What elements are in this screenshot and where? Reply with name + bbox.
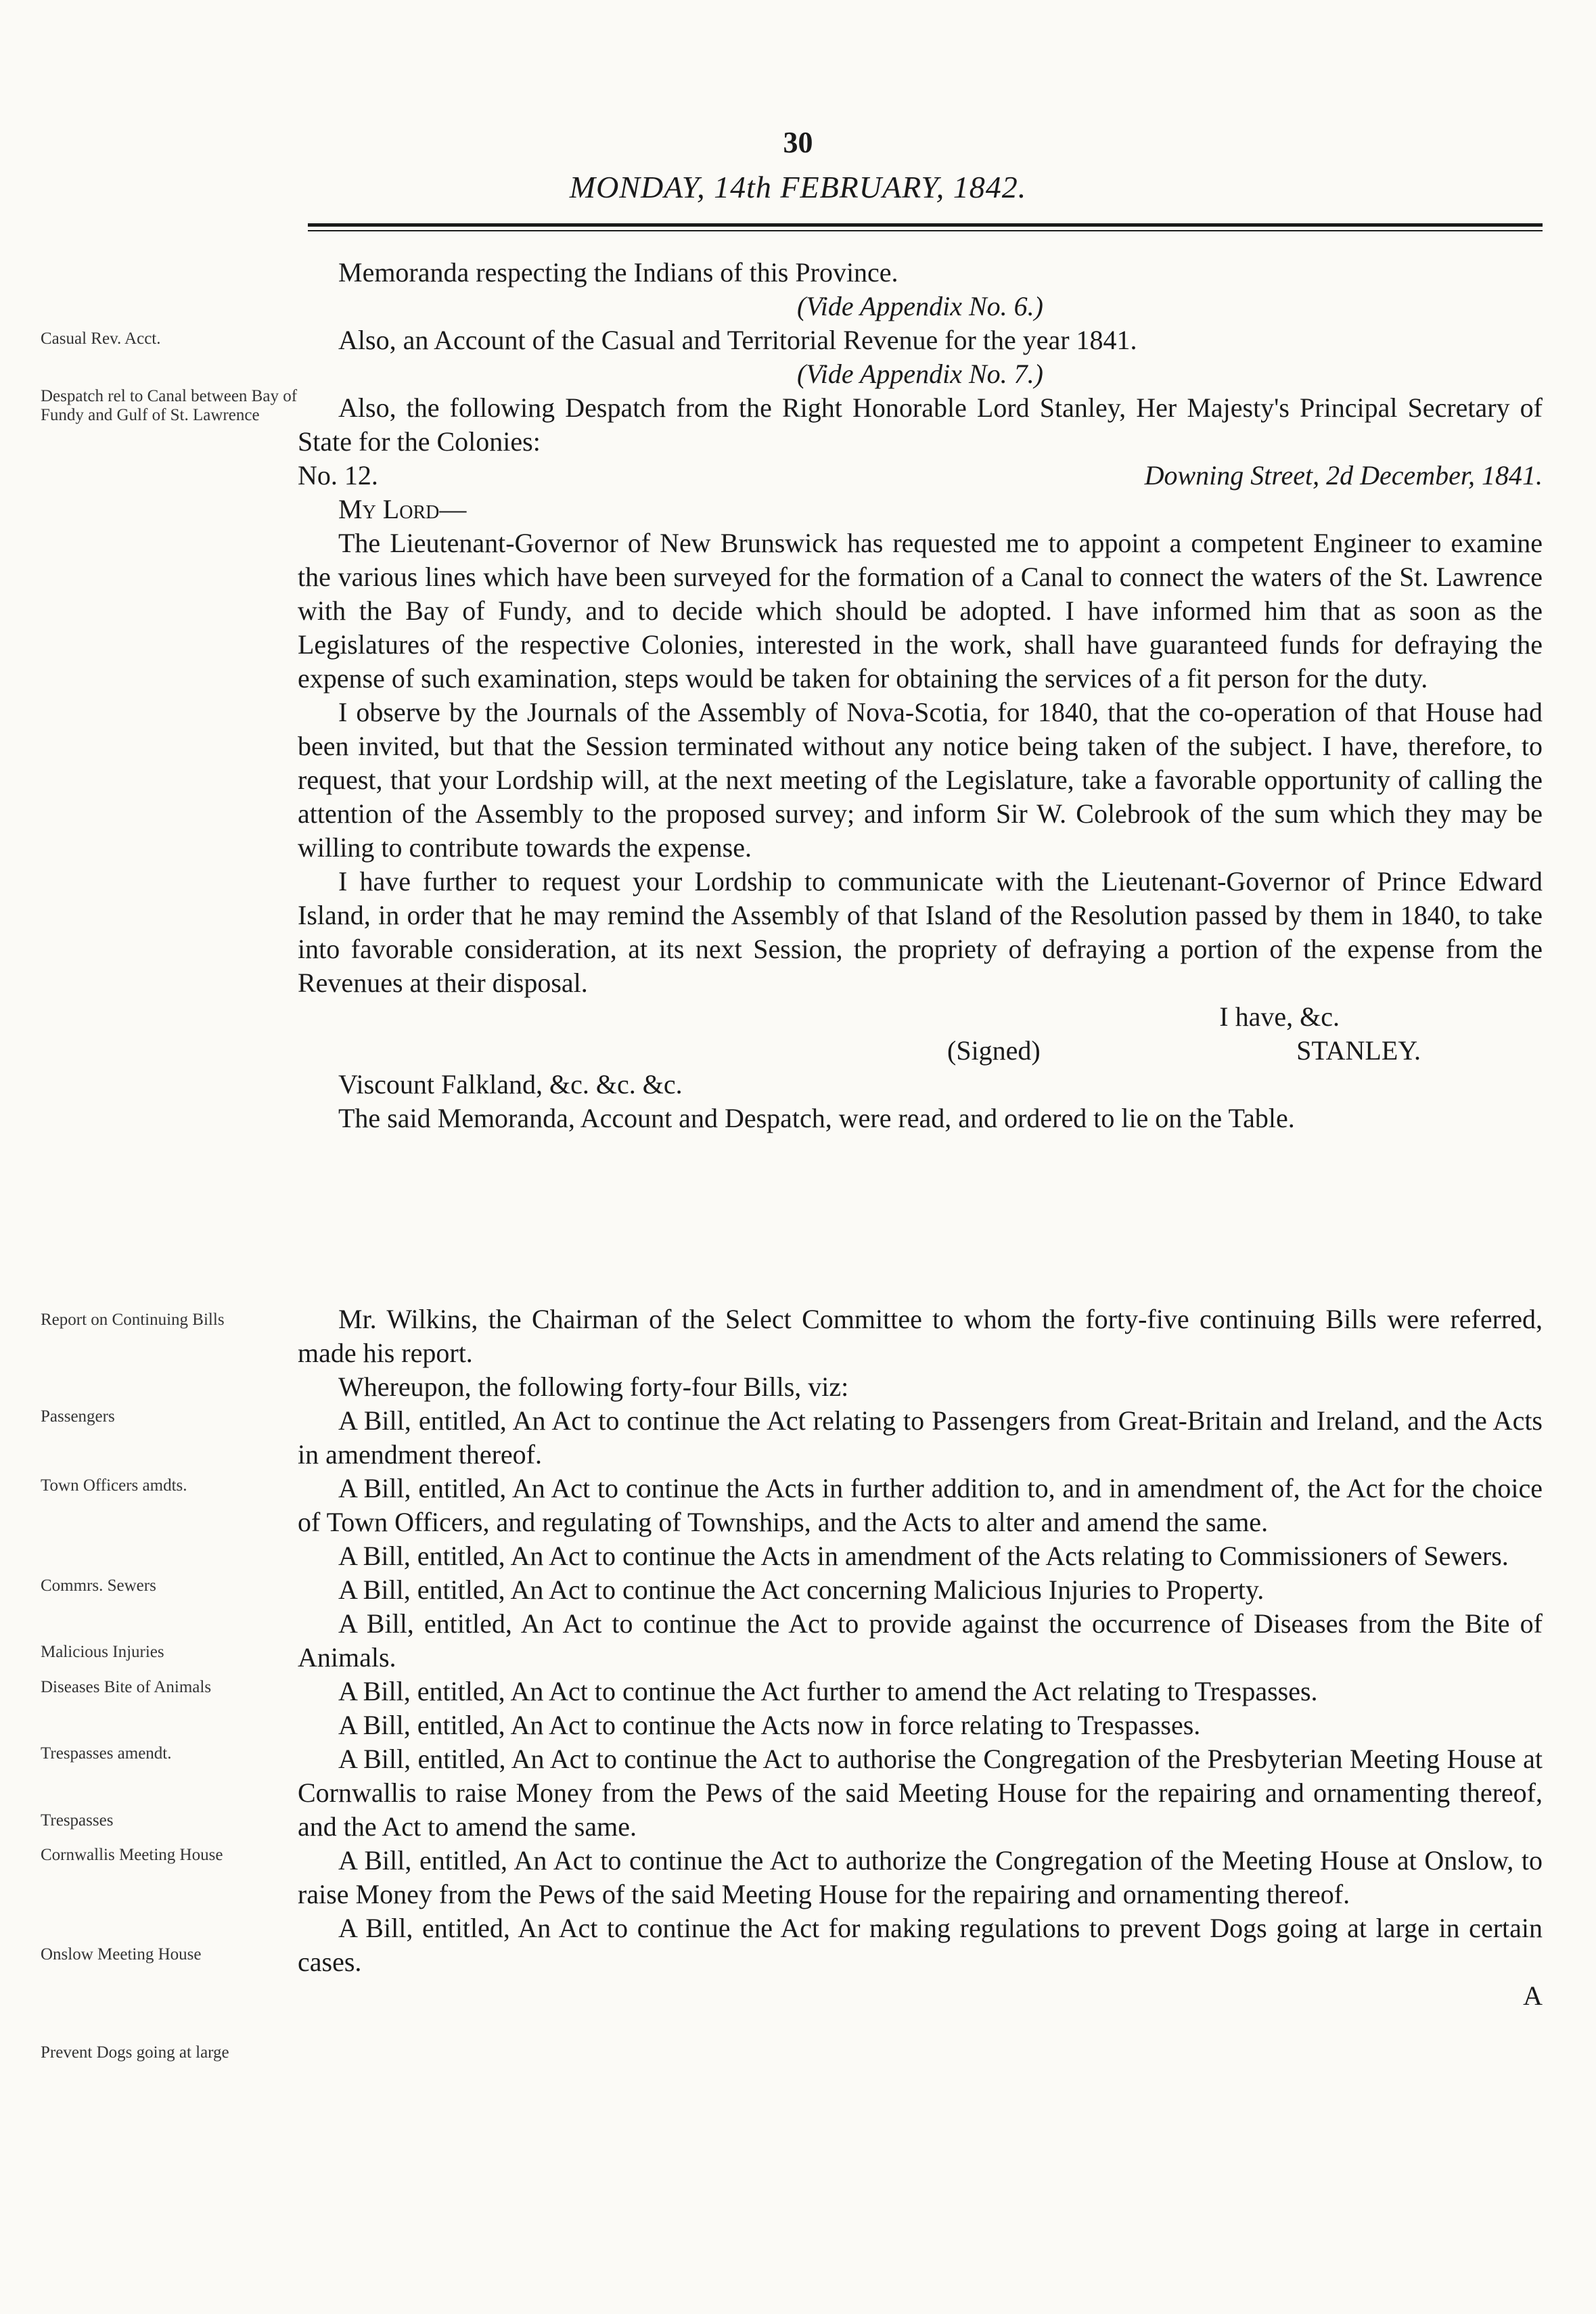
signature-row <box>298 1034 1543 1068</box>
bill-trespasses-amend: A Bill, entitled, An Act to continue the Act further to amend the Act relating to Trespasses. <box>338 1676 1318 1706</box>
vide-appendix-7: (Vide Appendix No. 7.) <box>797 359 1043 389</box>
despatch-paragraph-3: I have further to request your Lordship to communicate with the Lieutenant-Governor of Prince Edward Island, in order that he may remind the Assembly of that Island of the Resolution passed by them in 1840, to take into favorable consideration, at its next Session, the propriety of defraying a portion of the expense from the Revenues at their disposal. <box>298 866 1543 998</box>
closing-line: I have, &c. <box>1219 1001 1340 1032</box>
bill-cornwallis: A Bill, entitled, An Act to continue the Act to authorise the Congregation of the Presbyterian Meeting House at Cornwallis to raise Money from the Pews of the said Meeting House for the repairing and ornamenting thereof, and the Act to amend the same. <box>298 1744 1543 1842</box>
despatch-paragraph-1: The Lieutenant-Governor of New Brunswick has requested me to appoint a competent Engineer to examine the various lines which have been surveyed for the formation of a Canal to connect the waters of the St. Lawrence with the Bay of Fundy, and to decide which should be adopted. I have informed him that as soon as the Legislatures of the respective Colonies, interested in the work, shall have guaranteed funds for defraying the expense of such examination, steps would be taken for obtaining the services of a fit person for the duty. <box>298 528 1543 694</box>
margin-note-sewers: Commrs. Sewers <box>41 1576 156 1595</box>
bill-trespasses: A Bill, entitled, An Act to continue the Acts now in force relating to Trespasses. <box>338 1710 1201 1740</box>
margin-note-casual-revenue: Casual Rev. Acct. <box>41 330 161 348</box>
bill-sewers: A Bill, entitled, An Act to continue the Acts in amendment of the Acts relating to Commissioners of Sewers. <box>338 1541 1509 1571</box>
salutation: My Lord— <box>338 494 467 524</box>
despatch-number: No. 12. <box>298 460 378 491</box>
bill-town-officers: A Bill, entitled, An Act to continue the Acts in further addition to, and in amendment of, the Act for the choice of Town Officers, and regulating of Townships, and the Acts to alter and amend the same. <box>298 1473 1543 1537</box>
header-rule-thick <box>308 223 1543 227</box>
signer-name: STANLEY. <box>1296 1035 1421 1066</box>
wilkins-report: Mr. Wilkins, the Chairman of the Select Committee to whom the forty-five continuing Bills were referred, made his report. <box>298 1304 1543 1368</box>
margin-note-trespasses-amendt: Trespasses amendt. <box>41 1744 172 1763</box>
despatch-paragraph-2: I observe by the Journals of the Assembly of Nova-Scotia, for 1840, that the co-operation of that House had been invited, but that the Session terminated without any notice being taken of the subject. I have, therefore, to request, that your Lordship will, at the next meeting of the Legislature, take a favorable opportunity of calling the attention of the Assembly to the proposed survey; and inform Sir W. Colebrook of the sum which they may be willing to contribute towards the expense. <box>298 697 1543 863</box>
header-rule-thin <box>308 230 1543 231</box>
read-order-line: The said Memoranda, Account and Despatch, were read, and ordered to lie on the Table. <box>338 1103 1295 1133</box>
body-text-despatch <box>298 256 1543 1135</box>
memoranda-line: Memoranda respecting the Indians of this Province. <box>338 257 898 288</box>
signed-label: (Signed) <box>947 1035 1041 1066</box>
despatch-place-date: Downing Street, 2d December, 1841. <box>1144 460 1543 491</box>
bill-passengers: A Bill, entitled, An Act to continue the Act relating to Passengers from Great-Britain and Ireland, and the Acts in amendment thereof. <box>298 1405 1543 1470</box>
despatch-intro: Also, the following Despatch from the Right Honorable Lord Stanley, Her Majesty's Principal Secretary of State for the Colonies: <box>298 392 1543 457</box>
page-number: 30 <box>783 126 813 159</box>
margin-note-cornwallis: Cornwallis Meeting House <box>41 1846 223 1864</box>
margin-note-despatch-canal: Despatch rel to Canal between Bay of Fundy and Gulf of St. Lawrence <box>41 387 298 424</box>
margin-note-onslow: Onslow Meeting House <box>41 1945 202 1964</box>
bill-dogs: A Bill, entitled, An Act to continue the Act for making regulations to prevent Dogs going at large in certain cases. <box>298 1913 1543 1977</box>
margin-note-diseases: Diseases Bite of Animals <box>41 1678 212 1696</box>
margin-note-dogs: Prevent Dogs going at large <box>41 2043 229 2062</box>
despatch-heading-row <box>298 459 1543 493</box>
whereupon-line: Whereupon, the following forty-four Bills, viz: <box>338 1371 849 1402</box>
margin-note-malicious-injuries: Malicious Injuries <box>41 1643 164 1661</box>
page-date-heading: MONDAY, 14th FEBRUARY, 1842. <box>569 170 1027 204</box>
margin-note-passengers: Passengers <box>41 1407 115 1426</box>
bill-onslow: A Bill, entitled, An Act to continue the Act to authorize the Congregation of the Meeting House at Onslow, to raise Money from the Pews of the said Meeting House for the repairing and ornamenting thereof. <box>298 1845 1543 1909</box>
catchword: A <box>1523 1980 1543 2011</box>
margin-note-trespasses: Trespasses <box>41 1811 114 1830</box>
bill-malicious-injuries: A Bill, entitled, An Act to continue the Act concerning Malicious Injuries to Property. <box>338 1574 1264 1605</box>
addressee: Viscount Falkland, &c. &c. &c. <box>338 1069 683 1099</box>
vide-appendix-6: (Vide Appendix No. 6.) <box>797 291 1043 321</box>
casual-account-line: Also, an Account of the Casual and Territorial Revenue for the year 1841. <box>338 325 1137 355</box>
margin-note-report-continuing-bills: Report on Continuing Bills <box>41 1311 225 1329</box>
body-text-bills <box>298 1302 1543 2013</box>
margin-note-town-officers: Town Officers amdts. <box>41 1476 187 1495</box>
bill-diseases: A Bill, entitled, An Act to continue the Act to provide against the occurrence of Diseases from the Bite of Animals. <box>298 1608 1543 1673</box>
